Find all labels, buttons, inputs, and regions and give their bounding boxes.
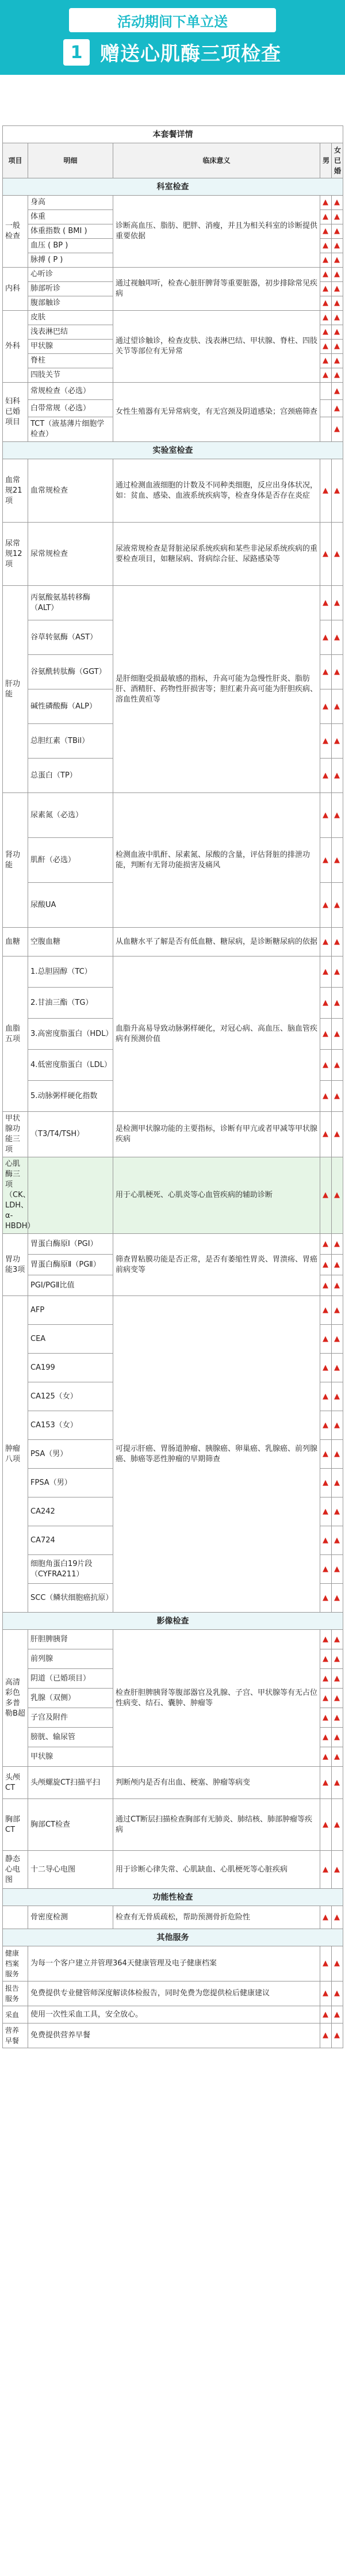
header-meaning: 临床意义	[113, 143, 320, 178]
table-row	[3, 1767, 343, 1799]
female-marker: ▲	[332, 1050, 343, 1081]
row-detail: 膀胱、输尿管	[28, 1728, 113, 1747]
row-detail: 空腹血糖	[28, 928, 113, 957]
male-marker: ▲	[320, 1469, 332, 1497]
female-marker: ▲	[332, 1851, 343, 1889]
male-marker: ▲	[320, 883, 332, 928]
section-clinic: 科室检查	[3, 178, 343, 196]
row-detail: 肌酐（必选）	[28, 838, 113, 883]
male-marker: ▲	[320, 210, 332, 224]
section-services: 其他服务	[3, 1929, 343, 1946]
row-detail: （T3/T4/TSH）	[28, 1112, 113, 1157]
female-marker: ▲	[332, 523, 343, 586]
male-marker: ▲	[320, 1157, 332, 1234]
female-marker: ▲	[332, 724, 343, 759]
row-detail: 总蛋白（TP）	[28, 759, 113, 793]
female-marker: ▲	[332, 268, 343, 282]
male-marker: ▲	[320, 325, 332, 340]
table-row	[3, 383, 343, 400]
female-marker: ▲	[332, 400, 343, 417]
female-marker: ▲	[332, 1112, 343, 1157]
male-marker: ▲	[320, 268, 332, 282]
male-marker: ▲	[320, 1981, 332, 2006]
row-detail: 胃蛋白酶原Ⅰ（PGⅠ）	[28, 1234, 113, 1255]
male-marker: ▲	[320, 1555, 332, 1584]
male-marker: ▲	[320, 459, 332, 523]
row-detail: 为每一个客户建立并管理364天健康管理及电子健康档案	[28, 1946, 320, 1981]
table-row	[3, 1981, 343, 2006]
female-marker: ▲	[332, 1354, 343, 1382]
female-marker: ▲	[332, 196, 343, 210]
female-marker: ▲	[332, 957, 343, 988]
section-imaging: 影像检查	[3, 1613, 343, 1630]
row-meaning: 可提示肝癌、胃肠道肿瘤、胰腺癌、卵巢癌、乳腺癌、前列腺癌、肺癌等恶性肿瘤的早期筛查	[113, 1296, 320, 1613]
male-marker: ▲	[320, 1630, 332, 1649]
header-detail: 明细	[28, 143, 113, 178]
female-marker: ▲	[332, 1325, 343, 1354]
male-marker: ▲	[320, 1799, 332, 1851]
row-detail: 甲状腺	[28, 340, 113, 354]
male-marker: ▲	[320, 1255, 332, 1275]
female-marker: ▲	[332, 383, 343, 400]
table-title: 本套餐详情	[3, 126, 343, 143]
row-detail: 碱性磷酸酶（ALP）	[28, 689, 113, 724]
row-detail: 头颅螺旋CT扫描平扫	[28, 1767, 113, 1799]
female-marker: ▲	[332, 1649, 343, 1669]
male-marker: ▲	[320, 928, 332, 957]
promo-banner	[0, 0, 345, 75]
row-detail: 体重	[28, 210, 113, 224]
promo-title: 活动期间下单立送	[117, 13, 228, 30]
table-row	[3, 523, 343, 586]
row-detail: 2.甘油三酯（TG）	[28, 988, 113, 1019]
male-marker: ▲	[320, 354, 332, 368]
table-row	[3, 1946, 343, 1981]
row-detail: 脉搏 ( P )	[28, 253, 113, 268]
row-item: 妇科已婚项目	[3, 383, 28, 442]
male-marker: ▲	[320, 1728, 332, 1747]
male-marker: ▲	[320, 1649, 332, 1669]
male-marker: ▲	[320, 759, 332, 793]
row-detail: CA724	[28, 1526, 113, 1555]
female-marker: ▲	[332, 1630, 343, 1649]
male-marker: ▲	[320, 282, 332, 296]
row-detail: 骨密度检测	[28, 1906, 113, 1929]
female-marker: ▲	[332, 1708, 343, 1728]
female-marker: ▲	[332, 1411, 343, 1440]
row-meaning: 血脂升高易导致动脉粥样硬化，对冠心病、高血压、脑血管疾病有预测价值	[113, 957, 320, 1112]
male-marker: ▲	[320, 296, 332, 311]
female-marker: ▲	[332, 928, 343, 957]
male-marker: ▲	[320, 1767, 332, 1799]
row-meaning: 判断颅内是否有出血、梗塞、肿瘤等病变	[113, 1767, 320, 1799]
row-item: 健康档案服务	[3, 1946, 28, 1981]
row-meaning: 是检测甲状腺功能的主要指标，诊断有甲亢或者甲减等甲状腺疾病	[113, 1112, 320, 1157]
male-marker	[320, 400, 332, 417]
row-detail: 血常规检查	[28, 459, 113, 523]
table-row	[3, 2006, 343, 2024]
header-male: 男	[320, 143, 332, 178]
row-detail: 浅表淋巴结	[28, 325, 113, 340]
row-meaning: 女性生殖器有无异常病变，有无宫颈及阴道感染；宫颈癌筛查	[113, 383, 320, 442]
female-marker: ▲	[332, 2006, 343, 2024]
table-row	[3, 2024, 343, 2048]
female-marker: ▲	[332, 210, 343, 224]
female-marker: ▲	[332, 586, 343, 620]
row-item: 胸部CT	[3, 1799, 28, 1851]
row-meaning: 尿液常规检查是肾脏泌尿系统疾病和某些非泌尿系统疾病的重要检查项目，如糖尿病、肾病综合征、尿路感染等	[113, 523, 320, 586]
male-marker: ▲	[320, 1440, 332, 1469]
male-marker: ▲	[320, 1689, 332, 1708]
row-detail: 丙氨酸氨基转移酶（ALT）	[28, 586, 113, 620]
table-row	[3, 268, 343, 282]
row-item: 内科	[3, 268, 28, 311]
row-item: 肾功能	[3, 793, 28, 928]
female-marker: ▲	[332, 325, 343, 340]
male-marker: ▲	[320, 1354, 332, 1382]
row-detail: 4.低密度脂蛋白（LDL）	[28, 1050, 113, 1081]
male-marker: ▲	[320, 1669, 332, 1689]
male-marker: ▲	[320, 655, 332, 689]
male-marker: ▲	[320, 1296, 332, 1325]
row-detail: PGⅠ/PGⅡ比值	[28, 1275, 113, 1296]
male-marker: ▲	[320, 523, 332, 586]
table-row	[3, 1851, 343, 1889]
row-item: 外科	[3, 311, 28, 383]
female-marker: ▲	[332, 1689, 343, 1708]
row-meaning: 用于心肌梗死、心肌炎等心血管疾病的辅助诊断	[113, 1157, 320, 1234]
female-marker: ▲	[332, 1728, 343, 1747]
row-meaning: 通过CT断层扫描检查胸部有无肺炎、肺结核、肺部肿瘤等疾病	[113, 1799, 320, 1851]
female-marker: ▲	[332, 1440, 343, 1469]
row-detail: 腹部触诊	[28, 296, 113, 311]
row-detail: 子宫及附件	[28, 1708, 113, 1728]
female-marker: ▲	[332, 224, 343, 239]
male-marker: ▲	[320, 1275, 332, 1296]
promo-number-badge: 1	[63, 39, 90, 66]
male-marker: ▲	[320, 224, 332, 239]
row-detail: 免费提供营养早餐	[28, 2024, 320, 2048]
row-detail: 皮肤	[28, 311, 113, 325]
row-meaning: 是肝细胞受损最敏感的指标，升高可能为急慢性肝炎、脂肪肝、酒精肝、药物性肝损害等；胆红素升高可能为肝胆疾病、溶血性黄疸等	[113, 586, 320, 793]
male-marker: ▲	[320, 340, 332, 354]
row-detail: 5.动脉粥样硬化指数	[28, 1081, 113, 1112]
table-row	[3, 793, 343, 838]
row-meaning: 检查有无骨质疏松，帮助预测骨折危险性	[113, 1906, 320, 1929]
female-marker: ▲	[332, 1747, 343, 1767]
row-meaning: 通过望诊触诊，检查皮肤、浅表淋巴结、甲状腺、脊柱、四肢关节等部位有无异常	[113, 311, 320, 383]
row-item: 营养早餐	[3, 2024, 28, 2048]
female-marker: ▲	[332, 239, 343, 253]
male-marker: ▲	[320, 988, 332, 1019]
male-marker: ▲	[320, 689, 332, 724]
male-marker: ▲	[320, 586, 332, 620]
female-marker: ▲	[332, 253, 343, 268]
row-meaning: 通过检测血液细胞的计数及不同种类细胞，反应出身体状况，如：贫血、感染、血液系统疾病等，检查身体是否存在炎症	[113, 459, 320, 523]
row-detail: AFP	[28, 1296, 113, 1325]
row-meaning: 检查肝胆脾胰肾等腹部器官及乳腺、子宫、甲状腺等有无占位性病变、结石、囊肿、肿瘤等	[113, 1630, 320, 1767]
package-detail-table	[2, 125, 343, 2048]
row-meaning: 筛查胃粘膜功能是否正常，是否有萎缩性胃炎、胃溃疡、胃癌前病变等	[113, 1234, 320, 1296]
male-marker: ▲	[320, 1584, 332, 1613]
row-item	[3, 1906, 28, 1929]
row-detail: 前列腺	[28, 1649, 113, 1669]
row-detail: 谷草转氨酶（AST）	[28, 620, 113, 655]
row-meaning: 用于诊断心律失常、心肌缺血、心肌梗死等心脏疾病	[113, 1851, 320, 1889]
row-detail: CEA	[28, 1325, 113, 1354]
row-detail: CA242	[28, 1497, 113, 1526]
male-marker: ▲	[320, 1019, 332, 1050]
row-item: 肿瘤八项	[3, 1296, 28, 1613]
female-marker: ▲	[332, 1799, 343, 1851]
male-marker: ▲	[320, 2006, 332, 2024]
male-marker: ▲	[320, 1234, 332, 1255]
row-detail: 谷氨酰转肽酶（GGT）	[28, 655, 113, 689]
row-detail: 乳腺（双侧）	[28, 1689, 113, 1708]
table-row	[3, 1234, 343, 1255]
male-marker: ▲	[320, 620, 332, 655]
row-detail: 心听诊	[28, 268, 113, 282]
male-marker: ▲	[320, 838, 332, 883]
male-marker: ▲	[320, 2024, 332, 2048]
female-marker: ▲	[332, 459, 343, 523]
female-marker: ▲	[332, 1669, 343, 1689]
row-detail: PSA（男）	[28, 1440, 113, 1469]
row-detail: 胸部CT检查	[28, 1799, 113, 1851]
row-item: 报告服务	[3, 1981, 28, 2006]
row-detail: 细胞角蛋白19片段（CYFRA211）	[28, 1555, 113, 1584]
row-item: 高清彩色多普勒B超	[3, 1630, 28, 1767]
female-marker: ▲	[332, 1469, 343, 1497]
row-detail: 尿素氮（必选）	[28, 793, 113, 838]
row-item: 胃功能3项	[3, 1234, 28, 1296]
female-marker: ▲	[332, 1555, 343, 1584]
male-marker: ▲	[320, 1411, 332, 1440]
row-detail: CA199	[28, 1354, 113, 1382]
row-detail: 十二导心电图	[28, 1851, 113, 1889]
header-item: 项目	[3, 143, 28, 178]
table-header-row	[3, 143, 343, 178]
female-marker: ▲	[332, 354, 343, 368]
male-marker: ▲	[320, 196, 332, 210]
female-marker: ▲	[332, 1981, 343, 2006]
male-marker: ▲	[320, 1851, 332, 1889]
row-item: 采血	[3, 2006, 28, 2024]
table-row	[3, 311, 343, 325]
male-marker: ▲	[320, 1382, 332, 1411]
female-marker: ▲	[332, 689, 343, 724]
row-detail: 身高	[28, 196, 113, 210]
row-meaning: 诊断高血压、脂肪、肥胖、消瘦，并且为相关科室的诊断提供重要依据	[113, 196, 320, 268]
row-detail: 脊柱	[28, 354, 113, 368]
row-item: 血常规21项	[3, 459, 28, 523]
row-detail: TCT（液基薄片细胞学检查）	[28, 417, 113, 442]
female-marker: ▲	[332, 759, 343, 793]
female-marker: ▲	[332, 296, 343, 311]
female-marker: ▲	[332, 2024, 343, 2048]
row-detail	[28, 1157, 113, 1234]
row-item: 血脂五项	[3, 957, 28, 1112]
row-item: 心肌酶三项（CK、LDH、α-HBDH）	[3, 1157, 28, 1234]
male-marker: ▲	[320, 724, 332, 759]
male-marker: ▲	[320, 368, 332, 383]
female-marker: ▲	[332, 1019, 343, 1050]
male-marker: ▲	[320, 1708, 332, 1728]
male-marker: ▲	[320, 793, 332, 838]
female-marker: ▲	[332, 1767, 343, 1799]
female-marker: ▲	[332, 1255, 343, 1275]
promo-title-box	[69, 8, 276, 32]
male-marker: ▲	[320, 1081, 332, 1112]
female-marker: ▲	[332, 282, 343, 296]
row-meaning: 通过视触叩听，检查心脏肝脾肾等重要脏器，初步排除常见疾病	[113, 268, 320, 311]
female-marker: ▲	[332, 340, 343, 354]
table-row	[3, 1157, 343, 1234]
row-meaning: 从血糖水平了解是否有低血糖、糖尿病，是诊断糖尿病的依据	[113, 928, 320, 957]
female-marker: ▲	[332, 1946, 343, 1981]
table-row	[3, 586, 343, 620]
row-detail: 尿常规检查	[28, 523, 113, 586]
table-row	[3, 1112, 343, 1157]
row-detail: 尿酸UA	[28, 883, 113, 928]
row-detail: 肺部听诊	[28, 282, 113, 296]
row-detail: 阴道（已婚项目）	[28, 1669, 113, 1689]
row-detail: SCC（鳞状细胞癌抗原）	[28, 1584, 113, 1613]
row-item: 甲状腺功能三项	[3, 1112, 28, 1157]
row-item: 尿常规12项	[3, 523, 28, 586]
female-marker: ▲	[332, 655, 343, 689]
row-detail: 总胆红素（TBil）	[28, 724, 113, 759]
female-marker: ▲	[332, 1081, 343, 1112]
table-row	[3, 1799, 343, 1851]
table-row	[3, 928, 343, 957]
female-marker: ▲	[332, 1382, 343, 1411]
row-item: 一般检查	[3, 196, 28, 268]
row-detail: 血压 ( BP )	[28, 239, 113, 253]
male-marker	[320, 417, 332, 442]
row-meaning: 检测血液中肌酐、尿素氮、尿酸的含量，评估肾脏的排泄功能，判断有无肾功能损害及痛风	[113, 793, 320, 928]
row-detail: 使用一次性采血工具，安全放心。	[28, 2006, 320, 2024]
male-marker: ▲	[320, 1050, 332, 1081]
row-item: 血糖	[3, 928, 28, 957]
row-detail: 常规检查（必选）	[28, 383, 113, 400]
female-marker: ▲	[332, 1584, 343, 1613]
female-marker: ▲	[332, 793, 343, 838]
male-marker: ▲	[320, 239, 332, 253]
table-row	[3, 459, 343, 523]
male-marker: ▲	[320, 1497, 332, 1526]
male-marker	[320, 383, 332, 400]
row-detail: 肝胆脾胰肾	[28, 1630, 113, 1649]
row-item: 静态心电图	[3, 1851, 28, 1889]
female-marker: ▲	[332, 1526, 343, 1555]
table-row	[3, 1630, 343, 1649]
female-marker: ▲	[332, 1296, 343, 1325]
row-detail: FPSA（男）	[28, 1469, 113, 1497]
female-marker: ▲	[332, 838, 343, 883]
promo-subtitle: 赠送心肌酶三项检查	[100, 43, 281, 66]
male-marker: ▲	[320, 1747, 332, 1767]
row-detail: 免费提供专业健管师深度解读体检报告，同时免费为您提供检后健康建议	[28, 1981, 320, 2006]
female-marker: ▲	[332, 1234, 343, 1255]
female-marker: ▲	[332, 1906, 343, 1929]
row-item: 头颅CT	[3, 1767, 28, 1799]
row-detail: 胃蛋白酶原Ⅱ（PGⅡ）	[28, 1255, 113, 1275]
table-row	[3, 957, 343, 988]
row-detail: 1.总胆固醇（TC）	[28, 957, 113, 988]
female-marker: ▲	[332, 1497, 343, 1526]
male-marker: ▲	[320, 1526, 332, 1555]
row-detail: 3.高密度脂蛋白（HDL）	[28, 1019, 113, 1050]
male-marker: ▲	[320, 1325, 332, 1354]
section-lab: 实验室检查	[3, 442, 343, 459]
female-marker: ▲	[332, 368, 343, 383]
row-detail: 体重指数 ( BMI )	[28, 224, 113, 239]
female-marker: ▲	[332, 1275, 343, 1296]
row-item: 肝功能	[3, 586, 28, 793]
female-marker: ▲	[332, 620, 343, 655]
table-row	[3, 1906, 343, 1929]
female-marker: ▲	[332, 988, 343, 1019]
male-marker: ▲	[320, 311, 332, 325]
row-detail: 白带常规（必选）	[28, 400, 113, 417]
table-row	[3, 1296, 343, 1325]
male-marker: ▲	[320, 253, 332, 268]
header-female: 女已婚	[332, 143, 343, 178]
section-function: 功能性检查	[3, 1889, 343, 1906]
female-marker: ▲	[332, 883, 343, 928]
male-marker: ▲	[320, 1112, 332, 1157]
row-detail: 甲状腺	[28, 1747, 113, 1767]
row-detail: CA153（女）	[28, 1411, 113, 1440]
male-marker: ▲	[320, 1946, 332, 1981]
male-marker: ▲	[320, 1906, 332, 1929]
male-marker: ▲	[320, 957, 332, 988]
table-row	[3, 196, 343, 210]
female-marker: ▲	[332, 417, 343, 442]
female-marker: ▲	[332, 1157, 343, 1234]
row-detail: 四肢关节	[28, 368, 113, 383]
row-detail: CA125（女）	[28, 1382, 113, 1411]
female-marker: ▲	[332, 311, 343, 325]
